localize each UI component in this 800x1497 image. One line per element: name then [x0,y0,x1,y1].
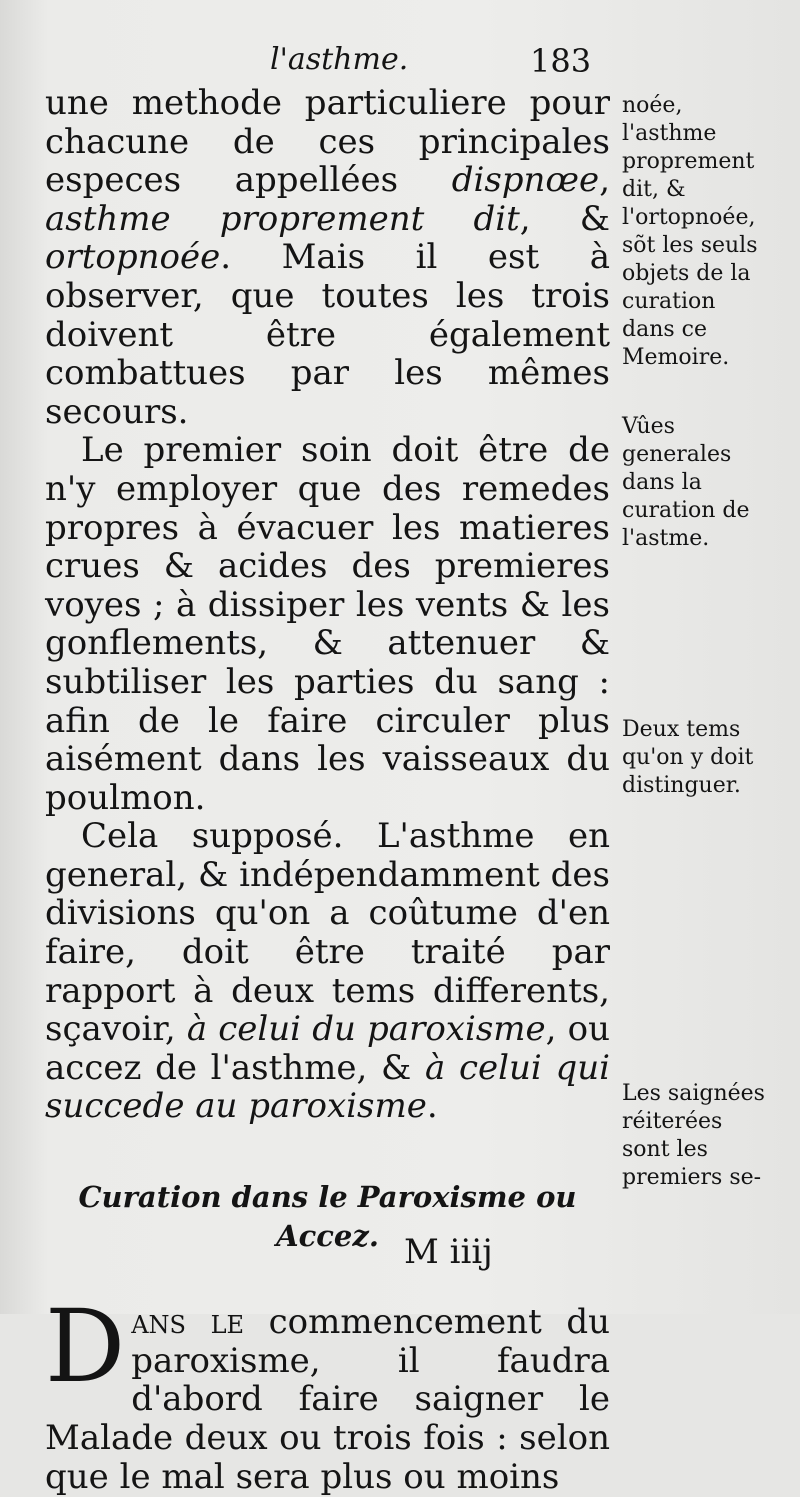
term-dispnoee: dispnœe [451,160,600,201]
paragraph-1: une methode particuliere pour chacune de ces principales especes appellées dispnœe, asthme proprement dit, & ortopnoée. Mais il est à observer, que toutes les trois doivent être également combattues par les mêmes secours. [45,83,610,432]
small-caps-opening: ans le [131,1302,245,1343]
drop-capital: D [45,1288,126,1406]
section-heading: Curation dans le Paroxisme ou Accez. [78,1180,577,1253]
main-text [45,84,610,1496]
margin-note-4: Les saignées réiterées sont les premiers se- [622,1081,765,1190]
paragraph-4: Dans le commencement du paroxisme, il faudra d'abord faire saigner le Malade deux ou trois fois : selon que le mal sera plus ou moins [45,1288,610,1497]
term-ortopnoee: ortopnoée [45,237,221,278]
paragraph-2: Le premier soin doit être de n'y employer que des remedes propres à évacuer les matieres crues & acides des premieres voyes ; à dissiper les vents & les gonflements, & attenuer & subtiliser les parties du sang : afin de le faire circuler plus aisément dans les vaisseaux du poulmon. [45,430,610,818]
term-asthme-proprement-dit: asthme proprement dit [45,198,520,239]
page-header [45,42,605,86]
margin-note-3: Deux tems qu'on y doit distinguer. [622,717,754,798]
margin-note-2: Vûes generales dans la curation de l'astme. [622,414,750,551]
paragraph-3: Cela supposé. L'asthme en general, & indépendamment des divisions qu'on a coûtume d'en faire, doit être traité par rapport à deux tems differents, sçavoir, à celui du paroxisme, ou accez de l'asthme, & à celui qui succede au paroxisme. [45,816,611,1127]
signature-mark: M iiij [404,1232,493,1272]
margin-note-1: noée, l'asthme proprement dit, & l'ortopnoée, sõt les seuls objets de la curation dans ce Memoire. [622,93,758,370]
term-succede-paroxisme: à celui qui succede au paroxisme [45,1047,610,1127]
running-head: l'asthme. [270,42,409,77]
page-number: 183 [530,42,592,80]
term-paroxisme: à celui du paroxisme [186,1009,546,1050]
